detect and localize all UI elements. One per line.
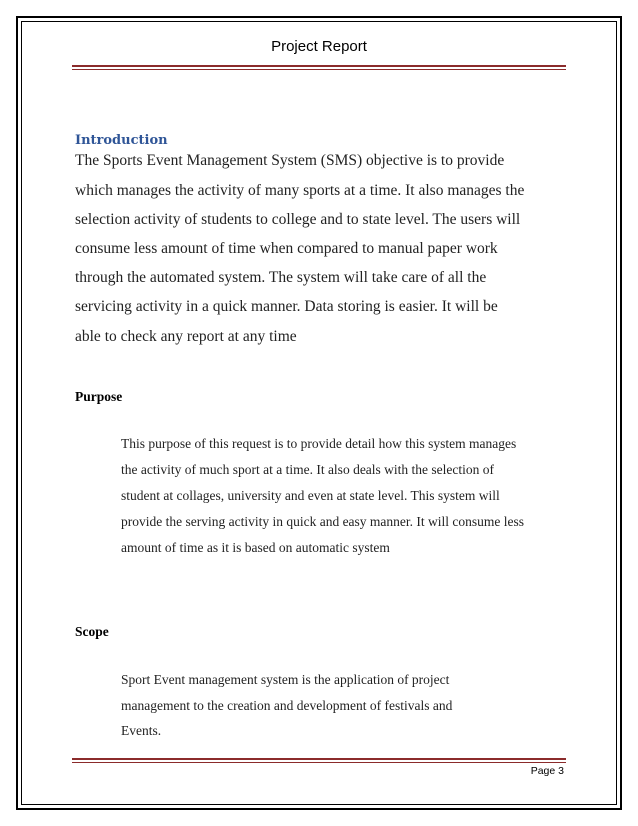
purpose-line: student at collages, university and even at state level. This system will <box>121 488 500 503</box>
header-rule-thin <box>72 69 566 70</box>
scope-line: management to the creation and development of festivals and <box>121 698 453 713</box>
scope-line: Events. <box>121 723 162 738</box>
introduction-line: through the automated system. The system will take care of all the <box>75 269 487 286</box>
header-rule <box>72 65 566 67</box>
introduction-line: able to check any report at any time <box>75 328 297 345</box>
footer-rule <box>72 758 566 760</box>
purpose-line: amount of time as it is based on automatic system <box>121 540 390 555</box>
purpose-line: This purpose of this request is to provide detail how this system manages <box>121 436 517 451</box>
footer-rule-thin <box>72 762 566 763</box>
purpose-line: provide the serving activity in quick and easy manner. It will consume less <box>121 514 525 529</box>
introduction-line: servicing activity in a quick manner. Data storing is easier. It will be <box>75 298 498 315</box>
page-number: Page 3 <box>530 765 564 777</box>
scope-heading: Scope <box>75 624 109 639</box>
purpose-line: the activity of much sport at a time. It also deals with the selection of <box>121 462 495 477</box>
introduction-heading: Introduction <box>75 133 168 148</box>
page-header-title: Project Report <box>271 38 367 55</box>
introduction-line: The Sports Event Management System (SMS) objective is to provide <box>75 152 505 169</box>
introduction-line: which manages the activity of many sports at a time. It also manages the <box>75 182 525 199</box>
introduction-line: consume less amount of time when compared to manual paper work <box>75 240 498 257</box>
purpose-heading: Purpose <box>75 389 123 404</box>
scope-line: Sport Event management system is the application of project <box>121 672 450 687</box>
introduction-line: selection activity of students to college and to state level. The users will <box>75 211 521 228</box>
